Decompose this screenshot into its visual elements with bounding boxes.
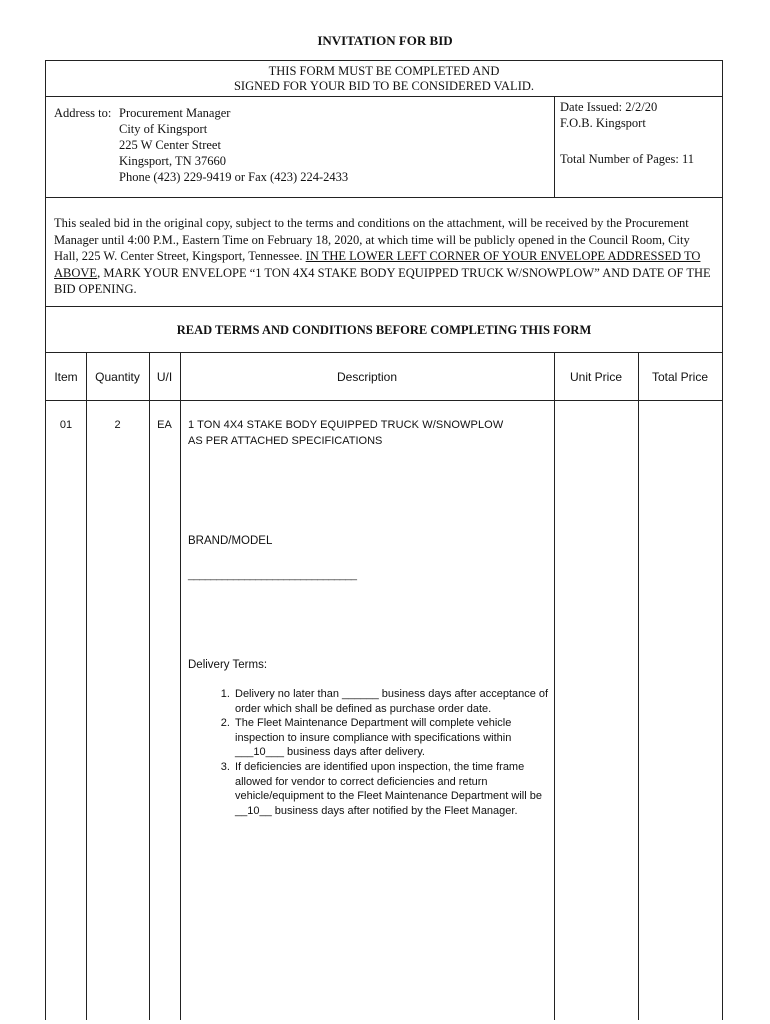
notice-line-1: THIS FORM MUST BE COMPLETED AND — [268, 64, 500, 78]
sealed-text-part1: This sealed bid in the original copy, subject to the terms and conditions on the attachment, will be received by the Procurement Manager until 4:00 P.M., Eastern Time on February 18, 2020, at which time will be publicly opened in the Council Room, City Hall, 225 W. Center Street, Kingsport, Tennessee. — [54, 216, 690, 263]
column-divider — [554, 353, 555, 1020]
brand-model-label: BRAND/MODEL — [188, 535, 273, 547]
read-terms-heading: READ TERMS AND CONDITIONS BEFORE COMPLETING THIS FORM — [46, 307, 722, 353]
date-issued: Date Issued: 2/2/20 — [560, 100, 658, 114]
col-header-description: Description — [336, 370, 398, 384]
brand-model-blank[interactable]: ______________________________ — [188, 569, 357, 581]
delivery-terms-label: Delivery Terms: — [188, 659, 268, 671]
notice-line-2: SIGNED FOR YOUR BID TO BE CONSIDERED VALID. — [233, 78, 535, 93]
address-line: Procurement Manager — [119, 106, 231, 120]
row-quantity: 2 — [114, 419, 121, 431]
col-header-unit-price: Unit Price — [569, 370, 622, 384]
bid-form — [45, 60, 723, 1020]
address-line: City of Kingsport — [119, 122, 208, 136]
column-divider — [180, 353, 181, 1020]
description-line-2: AS PER ATTACHED SPECIFICATIONS — [188, 435, 383, 447]
total-pages: Total Number of Pages: 11 — [560, 152, 695, 166]
delivery-term: 3. If deficiencies are identified upon inspection, the time frame allowed for vendor to correct deficiencies and return vehicle/equipment to the Fleet Maintenance Department will be __10__ business days after notified by the Fleet Manager. — [233, 760, 552, 818]
address-line: Kingsport, TN 37660 — [119, 154, 227, 168]
sealed-text-underlined: IN THE LOWER LEFT CORNER OF YOUR ENVELOPE ADDRESSED TO ABOVE — [54, 249, 701, 280]
row-description — [188, 417, 552, 818]
col-header-item: Item — [54, 370, 78, 384]
column-divider — [86, 353, 87, 1020]
table-header — [46, 353, 722, 401]
sealed-text-part2: , MARK YOUR ENVELOPE “1 TON 4X4 STAKE BODY EQUIPPED TRUCK W/SNOWPLOW” AND DATE OF THE BID OPENING. — [54, 265, 711, 296]
address-line: 225 W Center Street — [119, 138, 221, 152]
col-header-ui: U/I — [156, 370, 173, 384]
fob: F.O.B. Kingsport — [560, 116, 646, 130]
delivery-term: 2. The Fleet Maintenance Department will complete vehicle inspection to insure compliance with specifications within ___10___ business days after delivery. — [233, 716, 552, 760]
column-divider — [638, 353, 639, 1020]
address-line: Phone (423) 229-9419 or Fax (423) 224-2433 — [119, 170, 349, 184]
delivery-terms-list — [188, 687, 552, 818]
row-ui: EA — [157, 419, 172, 431]
completion-notice — [46, 61, 722, 97]
address-label: Address to: — [54, 106, 112, 120]
bid-meta — [560, 99, 694, 167]
page-title: INVITATION FOR BID — [317, 33, 453, 48]
address-lines — [119, 105, 348, 185]
delivery-term: 1. Delivery no later than ______ business days after acceptance of order which shall be defined as purchase order date. — [233, 687, 552, 716]
column-divider — [149, 353, 150, 1020]
row-item-number: 01 — [59, 419, 73, 431]
col-header-total-price: Total Price — [651, 370, 709, 384]
col-header-quantity: Quantity — [95, 370, 140, 384]
sealed-bid-instructions — [46, 197, 722, 307]
column-divider — [722, 353, 723, 1020]
description-line-1: 1 TON 4X4 STAKE BODY EQUIPPED TRUCK W/SNOWPLOW — [188, 419, 504, 431]
address-block — [46, 97, 555, 197]
